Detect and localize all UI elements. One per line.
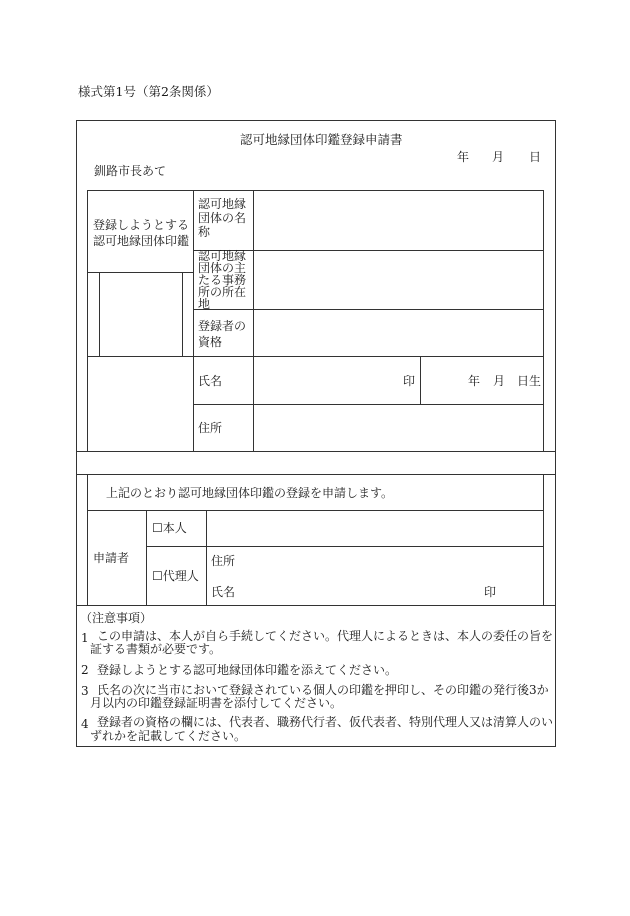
form-number-label: 様式第1号（第2条関係） [78,84,219,99]
rule [182,272,183,356]
person-name-label: 氏名 [198,374,223,388]
rule [87,190,88,451]
office-location-field[interactable] [254,251,543,308]
seal-section-label-line1: 登録しようとする [93,218,190,232]
birth-month-label: 月 [493,374,506,388]
agent-seal-mark: 印 [484,585,497,599]
label-line: たる事務 [198,273,247,287]
seal-impression-box[interactable] [100,273,181,355]
birth-day-label: 日生 [517,374,542,388]
note-line: 登録者の資格の欄には、代表者、職務代行者、仮代表者、特別代理人又は清算人のい [97,715,554,729]
note-line: ずれかを記載してください。 [90,729,247,743]
label-line: 認可地縁 [198,197,247,211]
note-line: この申請は、本人が自ら手続してください。代理人によるときは、本人の委任の旨を [97,629,554,643]
label-line: 団体の名 [198,211,247,225]
application-statement: 上記のとおり認可地縁団体印鑑の登録を申請します。 [106,486,394,500]
note-number: 1 [81,631,89,645]
qualification-field[interactable] [254,310,543,355]
notes-heading: （注意事項） [80,611,153,625]
rule [76,451,556,452]
label-line: 団体の主 [198,261,247,275]
label-line: 登録者の [198,319,247,333]
agent-checkbox[interactable]: ☐代理人 [152,569,199,583]
note-line: 月以内の印鑑登録証明書を添付してください。 [90,696,343,710]
office-location-label [198,250,246,310]
self-checkbox[interactable]: ☐本人 [152,521,187,535]
agent-address-label: 住所 [211,554,236,568]
birth-year-label: 年 [468,374,481,388]
label-line: 認可地縁 [198,249,247,263]
date-day-label: 日 [529,150,542,164]
form-title: 認可地縁団体印鑑登録申請書 [240,132,403,147]
address-label: 住所 [198,421,223,435]
label-line: 地 [198,297,211,311]
rule [543,190,544,451]
note-number: 3 [81,684,89,698]
address-field[interactable] [254,405,543,450]
label-line: 称 [198,225,211,239]
qualification-label [198,318,246,350]
note-number: 4 [81,717,89,731]
addressee: 釧路市長あて [94,164,167,178]
seal-section-label-line2: 認可地縁団体印鑑 [93,234,190,248]
note-line: 登録しようとする認可地縁団体印鑑を添えてください。 [97,663,398,677]
note-number: 2 [81,663,89,677]
rule [76,474,556,475]
rule [146,510,147,605]
rule [87,474,88,605]
rule [193,190,194,451]
seal-mark: 印 [403,374,416,388]
note-line: 氏名の次に当市において登録されている個人の印鑑を押印し、その印鑑の発行後3か [97,683,549,697]
note-line: 証する書類が必要です。 [90,642,222,656]
person-name-field[interactable] [254,357,419,403]
self-field[interactable] [207,511,543,545]
rule [420,356,421,404]
applicant-label: 申請者 [93,551,130,565]
date-year-label: 年 [457,150,470,164]
label-line: 資格 [198,335,223,349]
label-line: 所の所在 [198,285,247,299]
date-month-label: 月 [492,150,505,164]
agent-name-label: 氏名 [211,585,236,599]
org-name-field[interactable] [254,191,543,249]
org-name-label [198,197,246,239]
rule [543,474,544,605]
rule [76,605,556,606]
